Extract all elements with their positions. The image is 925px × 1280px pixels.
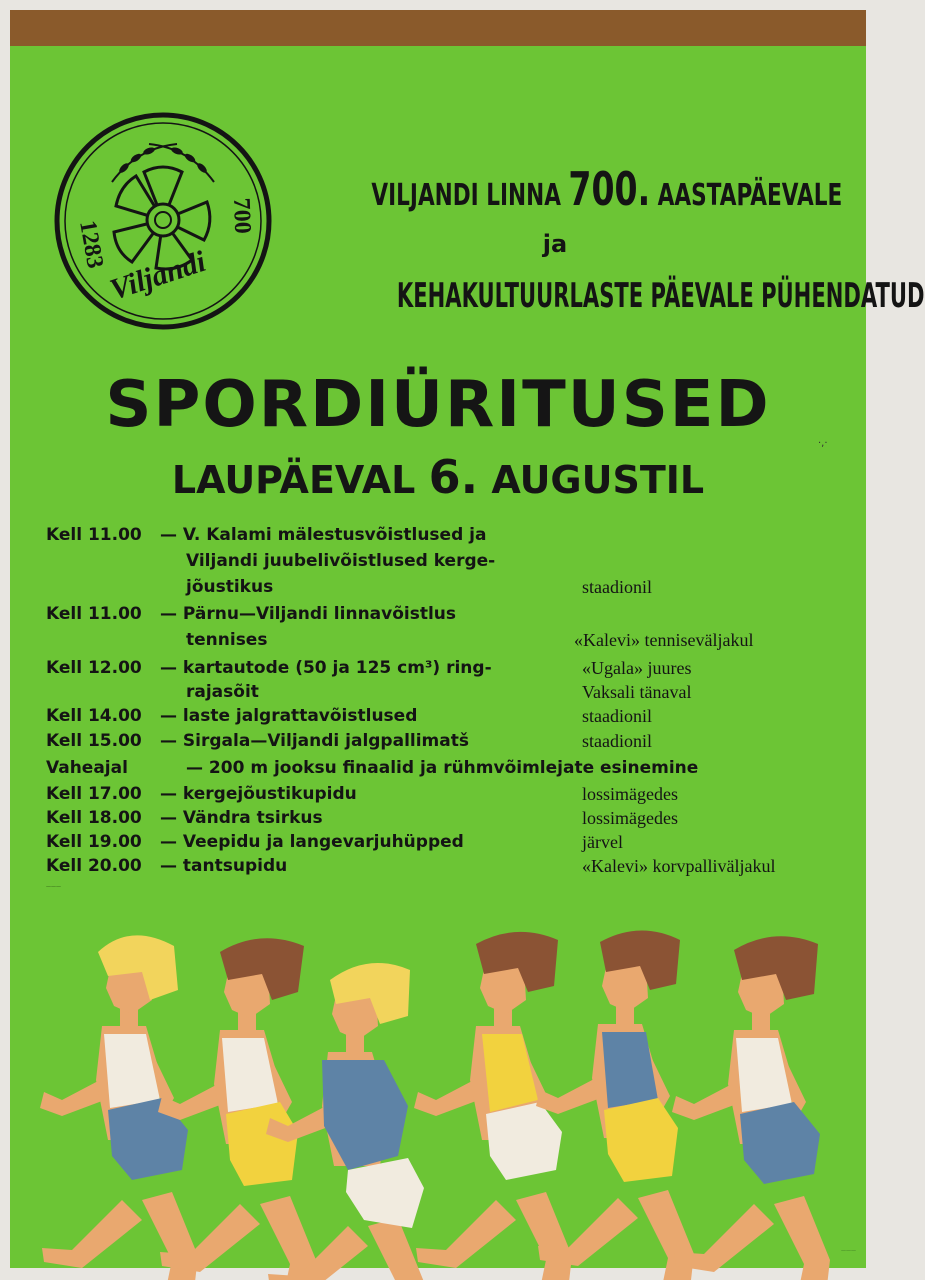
runners-illustration — [10, 890, 866, 1268]
schedule-place: staadionil — [582, 706, 652, 726]
date-weekday: LAUPÄEVAL — [171, 458, 416, 502]
seal-city-name: Viljandi — [105, 244, 210, 307]
schedule-time: Kell 20.00 — [46, 856, 142, 876]
schedule-place: staadionil — [582, 577, 652, 597]
seal-year-left: 1283 — [74, 218, 109, 271]
header-line-anniversary — [371, 162, 843, 216]
schedule-event-line: — laste jalgrattavõistlused — [160, 706, 418, 726]
schedule-event-line: — Pärnu—Viljandi linnavõistlus — [160, 604, 457, 624]
schedule-place: Vaksali tänaval — [582, 682, 692, 702]
top-band — [10, 10, 866, 46]
schedule-time: Kell 18.00 — [46, 808, 142, 828]
schedule-event-line: jõustikus — [186, 577, 274, 597]
schedule-event-line: — V. Kalami mälestusvõistlused ja — [160, 525, 487, 545]
header-dedication: KEHAKULTUURLASTE PÄEVALE PÜHENDATUD — [396, 276, 925, 316]
header-prefix: VILJANDI LINNA — [371, 178, 561, 213]
viljandi-seal-logo — [52, 110, 274, 332]
printer-fineprint: ——— — [841, 1248, 856, 1254]
seal-year-right: 700 — [228, 197, 256, 235]
main-title: SPORDIÜRITUSED — [105, 368, 771, 442]
date-day: 6. — [428, 450, 479, 504]
schedule-event-line: — Vändra tsirkus — [160, 808, 323, 828]
schedule-time: Vaheajal — [46, 758, 128, 778]
schedule-event-line: — Veepidu ja langevarjuhüpped — [160, 832, 464, 852]
schedule-event-line: — 200 m jooksu finaalid ja rühmvõimlejate esinemine — [186, 758, 699, 778]
schedule-place: staadionil — [582, 731, 652, 751]
schedule-place: «Kalevi» korvpalliväljakul — [582, 856, 776, 876]
schedule-place: «Ugala» juures — [582, 658, 692, 678]
schedule-place: lossimägedes — [582, 808, 678, 828]
schedule-event-line: rajasõit — [186, 682, 259, 702]
schedule-time: Kell 11.00 — [46, 604, 142, 624]
schedule-time: Kell 14.00 — [46, 706, 142, 726]
header-conjunction: ja — [542, 230, 568, 258]
print-code-fineprint: ——— — [46, 884, 61, 890]
schedule-event-line: — kartautode (50 ja 125 cm³) ring- — [160, 658, 492, 678]
schedule-time: Kell 11.00 — [46, 525, 142, 545]
schedule-time: Kell 15.00 — [46, 731, 142, 751]
header-suffix: AASTAPÄEVALE — [657, 178, 843, 213]
event-date — [50, 450, 826, 504]
schedule-event-line: Viljandi juubelivõistlused kerge- — [186, 551, 496, 571]
schedule-time: Kell 17.00 — [46, 784, 142, 804]
schedule-event-line: — Sirgala—Viljandi jalgpallimatš — [160, 731, 469, 751]
schedule-place: lossimägedes — [582, 784, 678, 804]
schedule-time: Kell 19.00 — [46, 832, 142, 852]
runner-figure — [672, 936, 830, 1280]
schedule-place: järvel — [582, 832, 623, 852]
header-number: 700. — [568, 162, 651, 216]
poster — [10, 10, 925, 1268]
print-speck: ·,· — [818, 438, 828, 449]
schedule-place: «Kalevi» tenniseväljakul — [574, 630, 754, 650]
schedule-time: Kell 12.00 — [46, 658, 142, 678]
schedule-event-line: tennises — [186, 630, 268, 650]
schedule-event-line: — kergejõustikupidu — [160, 784, 357, 804]
schedule-event-line: — tantsupidu — [160, 856, 288, 876]
date-month: AUGUSTIL — [491, 458, 705, 502]
